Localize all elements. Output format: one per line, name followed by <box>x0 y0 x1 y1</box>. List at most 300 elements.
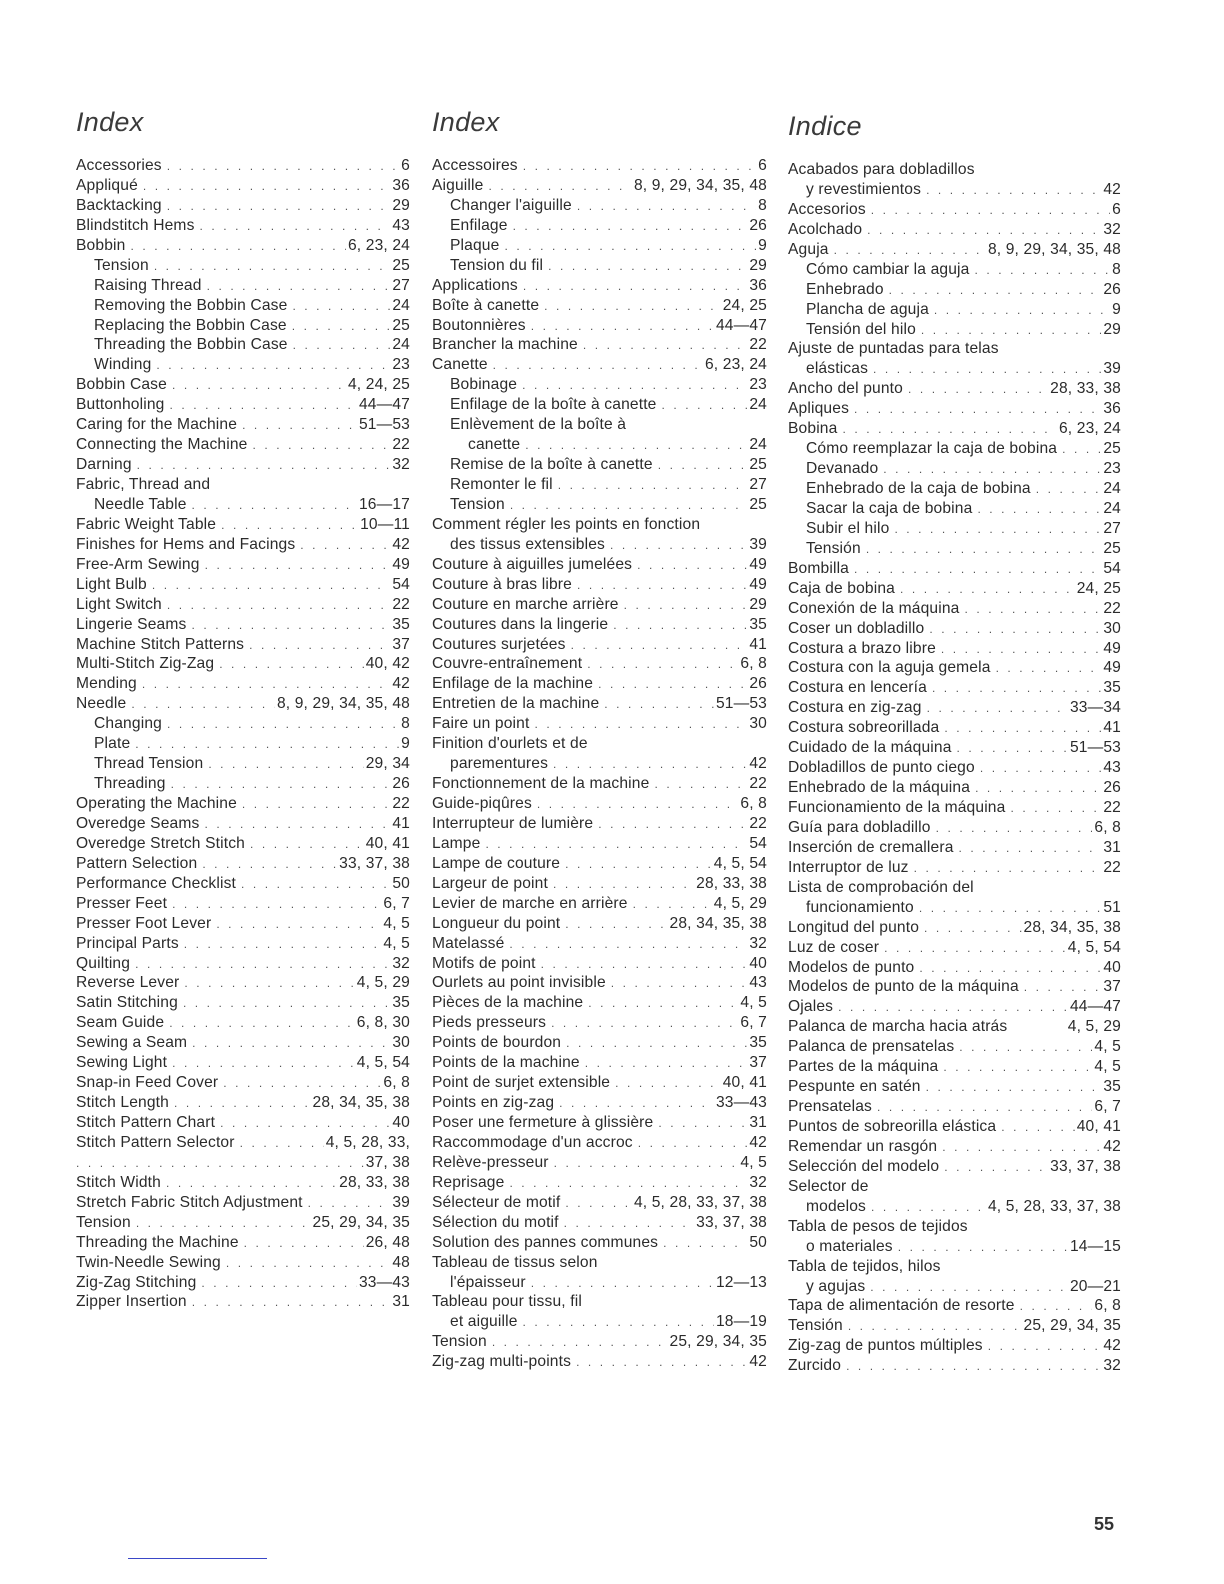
entry-pages: 44—47 <box>715 316 767 334</box>
entry-term: Matelassé <box>432 934 505 952</box>
dot-leader <box>166 1174 337 1194</box>
index-entry <box>432 595 767 615</box>
entry-pages: 10—11 <box>360 515 410 533</box>
entry-pages: 4, 5 <box>740 994 767 1012</box>
index-entry <box>432 973 767 993</box>
entry-term: Zig-Zag Stitching <box>76 1273 197 1291</box>
entry-pages: 6, 23, 24 <box>704 356 767 374</box>
entry-term: Fabric Weight Table <box>76 515 217 533</box>
dot-leader <box>541 955 748 975</box>
index-entry <box>432 1053 767 1073</box>
dot-leader <box>988 1337 1102 1357</box>
entry-pages: 8 <box>1112 260 1121 278</box>
index-subentry <box>788 359 1121 379</box>
dot-leader <box>658 456 748 476</box>
dot-leader <box>250 835 364 855</box>
entry-term: Mending <box>76 675 137 693</box>
entry-term: Costura en lencería <box>788 679 927 697</box>
dot-leader <box>143 177 390 197</box>
entry-pages: 35 <box>392 994 410 1012</box>
entry-term: Threading the Bobbin Case <box>94 336 288 354</box>
entry-term: Acabados para dobladillos <box>788 161 975 178</box>
index-entry <box>76 515 410 535</box>
dot-leader <box>136 1214 311 1234</box>
entry-pages: 24 <box>1103 499 1121 517</box>
dot-leader <box>130 237 345 257</box>
dot-leader <box>889 281 1102 301</box>
index-subentry <box>76 734 410 754</box>
entry-term: Tapa de alimentación de resorte <box>788 1297 1015 1315</box>
index-entry <box>76 1233 410 1253</box>
entry-term: modelos <box>806 1197 866 1215</box>
entry-pages: 35 <box>392 615 410 633</box>
entry-term: l'épaisseur <box>450 1273 526 1291</box>
index-entry <box>432 316 767 336</box>
dot-leader <box>142 675 390 695</box>
entry-term: Tensión <box>788 1317 843 1335</box>
dot-leader <box>204 815 390 835</box>
entry-term: Bobinage <box>450 376 518 394</box>
entry-term: Thread Tension <box>94 755 204 773</box>
index-entry <box>76 535 410 555</box>
dot-leader <box>249 636 390 656</box>
index-entry <box>76 1033 410 1053</box>
index-entry <box>788 1037 1121 1057</box>
entry-pages: 27 <box>749 476 767 493</box>
entry-pages: 32 <box>1103 220 1121 238</box>
index-entry <box>432 894 767 914</box>
index-entry <box>788 838 1121 858</box>
entry-term: Blindstitch Hems <box>76 216 195 234</box>
dot-leader <box>167 157 399 177</box>
index-entry <box>76 654 410 674</box>
entry-term: Enfilage de la machine <box>432 675 594 693</box>
index-column-spanish <box>788 104 1121 1376</box>
dot-leader <box>242 795 390 815</box>
index-entry <box>788 1077 1121 1097</box>
entry-term: Devanado <box>806 460 879 478</box>
entry-term: Quilting <box>76 954 131 972</box>
dot-leader <box>216 915 381 935</box>
index-entry <box>76 834 410 854</box>
index-entry <box>76 555 410 575</box>
dot-leader <box>201 1274 357 1294</box>
entry-term: Appliqué <box>76 176 138 194</box>
entry-term: Remonter le fil <box>450 476 553 493</box>
index-entry <box>432 296 767 316</box>
index-entry <box>788 1217 1121 1237</box>
entry-term: Needle Table <box>94 495 187 513</box>
index-entry <box>788 1137 1121 1157</box>
entry-pages: 28, 33, 38 <box>1050 380 1121 398</box>
entry-pages: 39 <box>392 1193 410 1211</box>
entry-term: Inserción de cremallera <box>788 838 954 856</box>
entry-term: Pattern Selection <box>76 854 198 872</box>
entry-term: Overedge Seams <box>76 814 200 832</box>
entry-term: Tension <box>94 256 149 274</box>
index-list <box>432 156 767 1372</box>
entry-pages: 25, 29, 34, 35 <box>312 1213 410 1231</box>
index-entry <box>76 635 410 655</box>
entry-pages: 22 <box>392 795 410 812</box>
entry-term: Relève-presseur <box>432 1153 549 1171</box>
index-entry <box>788 1177 1121 1197</box>
entry-pages: 35 <box>749 615 767 633</box>
entry-term: Subir el hilo <box>806 519 890 537</box>
index-entry <box>788 977 1121 997</box>
index-entry <box>76 1253 410 1273</box>
entry-term: Connecting the Machine <box>76 436 248 454</box>
index-entry <box>76 1013 410 1033</box>
dot-leader <box>192 496 357 516</box>
index-entry <box>788 1117 1121 1137</box>
index-entry <box>788 958 1121 978</box>
dot-leader <box>135 955 390 975</box>
entry-pages: 49 <box>1103 659 1121 677</box>
index-subentry <box>788 320 1121 340</box>
entry-term: Overedge Stretch Stitch <box>76 834 245 852</box>
entry-pages: 29 <box>749 256 767 274</box>
entry-term: Couvre-entraînement <box>432 655 583 673</box>
dot-leader <box>576 1353 747 1373</box>
entry-pages: 49 <box>1103 639 1121 657</box>
dot-leader <box>509 935 747 955</box>
entry-term: Enlèvement de la boîte à <box>450 416 627 434</box>
entry-term: Ajuste de puntadas para telas <box>788 340 999 358</box>
dot-leader <box>577 197 756 217</box>
dot-leader <box>485 835 747 855</box>
index-entry <box>76 993 410 1013</box>
entry-pages: 40, 42 <box>365 655 410 673</box>
entry-pages: 42 <box>749 755 767 773</box>
dot-leader <box>663 1234 747 1254</box>
index-subentry <box>76 774 410 794</box>
dot-leader <box>223 1074 381 1094</box>
index-entry <box>76 814 410 834</box>
index-subentry <box>76 276 410 296</box>
dot-leader <box>588 994 738 1014</box>
dot-leader <box>884 939 1066 959</box>
entry-term: Apliques <box>788 400 850 418</box>
entry-term: Ancho del punto <box>788 380 903 398</box>
dot-leader <box>846 1357 1101 1377</box>
index-entry <box>788 778 1121 798</box>
entry-pages: 40 <box>749 954 767 972</box>
dot-leader <box>943 1058 1092 1078</box>
entry-term: Motifs de point <box>432 954 536 972</box>
dot-leader <box>873 360 1101 380</box>
entry-term: Stitch Pattern Chart <box>76 1114 216 1131</box>
entry-pages: 24 <box>749 396 767 414</box>
index-entry <box>432 555 767 575</box>
entry-term: Costura con la aguja gemela <box>788 659 991 677</box>
entry-term: Zig-zag de puntos múltiples <box>788 1337 983 1355</box>
dot-leader <box>854 400 1101 420</box>
dot-leader <box>883 460 1101 480</box>
dot-leader <box>152 576 390 596</box>
index-entry <box>432 1133 767 1153</box>
index-entry <box>76 894 410 914</box>
entry-term: Winding <box>94 356 152 374</box>
entry-term: Cómo reemplazar la caja de bobina <box>806 440 1058 458</box>
entry-pages: 33—43 <box>715 1094 767 1112</box>
index-entry <box>76 794 410 814</box>
dot-leader <box>959 839 1102 859</box>
entry-term: Sewing a Seam <box>76 1034 188 1052</box>
dot-leader <box>154 257 391 277</box>
entry-term: Changing <box>94 715 162 733</box>
dot-leader <box>959 1038 1092 1058</box>
index-entry <box>432 1093 767 1113</box>
index-entry <box>76 973 410 993</box>
dot-leader <box>553 755 747 775</box>
entry-term: Coutures surjetées <box>432 635 566 653</box>
entry-term: Raising Thread <box>94 276 202 294</box>
entry-term: Backtacking <box>76 196 162 214</box>
entry-term: Enfilage <box>450 216 508 234</box>
entry-term: Twin-Needle Sewing <box>76 1253 221 1271</box>
dot-leader <box>975 261 1111 281</box>
entry-pages: 37 <box>392 635 410 653</box>
index-entry <box>788 639 1121 659</box>
dot-leader <box>898 1238 1068 1258</box>
index-entry <box>432 914 767 934</box>
entry-pages: 23 <box>392 356 410 374</box>
entry-pages: 54 <box>749 834 767 852</box>
index-subentry <box>76 256 410 276</box>
entry-term: Ourlets au point invisible <box>432 974 606 992</box>
dot-leader <box>587 655 738 675</box>
index-entry <box>788 1057 1121 1077</box>
index-entry <box>76 954 410 974</box>
index-entry <box>432 1033 767 1053</box>
entry-term: Longueur du point <box>432 914 561 932</box>
entry-pages: 23 <box>749 376 767 394</box>
entry-pages: 44—47 <box>358 396 410 414</box>
entry-pages: 9 <box>401 735 410 753</box>
entry-term: Darning <box>76 456 132 474</box>
column-title: Index <box>76 107 144 137</box>
entry-pages: 24 <box>392 296 410 314</box>
dot-leader <box>219 655 364 675</box>
dot-leader <box>559 1094 714 1114</box>
entry-pages: 6, 8 <box>740 655 767 673</box>
index-entry <box>76 1193 410 1213</box>
dot-leader <box>654 775 747 795</box>
entry-pages: 39 <box>1103 360 1121 378</box>
index-column-english <box>76 104 410 1312</box>
entry-pages: 39 <box>749 535 767 553</box>
index-entry <box>788 798 1121 818</box>
entry-term: Palanca de prensatelas <box>788 1038 955 1056</box>
index-subentry <box>76 335 410 355</box>
dot-leader <box>942 1138 1101 1158</box>
entry-term: Cuidado de la máquina <box>788 739 952 757</box>
index-entry <box>76 694 410 714</box>
index-subentry <box>788 1237 1121 1257</box>
index-column-french <box>432 104 767 1372</box>
entry-term: Points de la machine <box>432 1054 580 1072</box>
entry-term: Selección del modelo <box>788 1157 940 1175</box>
index-entry <box>76 1292 410 1312</box>
index-entry <box>76 1053 410 1073</box>
entry-term: Lingerie Seams <box>76 615 187 633</box>
index-subentry <box>432 754 767 774</box>
entry-pages: 24, 25 <box>1076 579 1121 597</box>
entry-term: Tension <box>450 495 505 513</box>
entry-term: Canette <box>432 356 488 374</box>
entry-pages: 6 <box>1112 200 1121 218</box>
entry-pages: 25, 29, 34, 35 <box>1023 1317 1121 1335</box>
entry-pages: 6 <box>401 157 410 174</box>
index-entry <box>76 595 410 615</box>
dot-leader <box>534 715 747 735</box>
index-entry <box>788 599 1121 619</box>
index-entry <box>432 575 767 595</box>
index-entry <box>788 658 1121 678</box>
index-entry <box>788 339 1121 359</box>
entry-term: Caring for the Machine <box>76 416 238 434</box>
index-entry <box>432 1352 767 1372</box>
entry-pages: 28, 34, 35, 38 <box>1023 918 1121 936</box>
entry-pages: 28, 33, 38 <box>696 874 767 892</box>
entry-term: Modelos de punto de la máquina <box>788 978 1019 996</box>
dot-leader <box>838 998 1068 1018</box>
entry-term: Entretien de la machine <box>432 695 600 713</box>
index-subentry <box>788 260 1121 280</box>
dot-leader <box>488 177 631 197</box>
index-entry <box>788 1296 1121 1316</box>
dot-leader <box>919 899 1101 919</box>
entry-term: Guía para dobladillo <box>788 818 931 836</box>
dot-leader <box>537 795 738 815</box>
entry-term: Aiguille <box>432 176 484 194</box>
dot-leader <box>172 1054 355 1074</box>
dot-leader <box>934 301 1110 321</box>
index-entry <box>76 874 410 894</box>
dot-leader <box>944 719 1101 739</box>
entry-term: elásticas <box>806 360 869 378</box>
entry-term: Tableau pour tissu, fil <box>432 1293 582 1311</box>
dot-leader <box>585 1054 748 1074</box>
dot-leader <box>927 699 1068 719</box>
dot-leader <box>522 376 747 396</box>
entry-pages: 44—47 <box>1069 998 1121 1016</box>
dot-leader <box>975 779 1101 799</box>
dot-leader <box>624 596 748 616</box>
index-subentry <box>788 280 1121 300</box>
index-entry <box>76 1113 410 1133</box>
index-entry <box>76 1273 410 1293</box>
entry-pages: 20—21 <box>1069 1277 1121 1295</box>
index-entry <box>432 694 767 714</box>
entry-pages: 30 <box>1103 619 1121 637</box>
entry-pages: 40, 41 <box>1076 1118 1121 1135</box>
index-entry <box>788 619 1121 639</box>
entry-pages: 51 <box>1103 898 1121 916</box>
entry-pages: 49 <box>392 555 410 573</box>
dot-leader <box>172 895 381 915</box>
entry-pages: 22 <box>392 595 410 613</box>
index-entry <box>432 1233 767 1253</box>
entry-term: Bobbin Case <box>76 376 167 394</box>
index-entry <box>788 1356 1121 1376</box>
index-entry <box>788 559 1121 579</box>
entry-pages: 6, 8 <box>383 1074 410 1092</box>
entry-pages: 22 <box>1103 799 1121 816</box>
dot-leader <box>944 1158 1048 1178</box>
dot-leader <box>936 819 1093 839</box>
entry-term: Finition d'ourlets et de <box>432 735 588 753</box>
dot-leader <box>531 1274 714 1294</box>
dot-leader <box>220 1114 390 1134</box>
entry-pages: 37 <box>749 1054 767 1072</box>
column-title: Index <box>432 107 500 137</box>
entry-term: Seam Guide <box>76 1014 165 1032</box>
index-entry <box>76 435 410 455</box>
entry-term: Boutonnières <box>432 316 526 334</box>
entry-pages: 9 <box>1112 300 1121 318</box>
index-entry <box>76 854 410 874</box>
index-subentry <box>788 1197 1121 1217</box>
entry-pages: 51—53 <box>1069 739 1121 757</box>
entry-term: Principal Parts <box>76 934 179 952</box>
entry-pages: 43 <box>1103 759 1121 777</box>
dot-leader <box>241 875 390 895</box>
entry-term: Presser Foot Lever <box>76 914 212 932</box>
index-subentry <box>432 435 767 455</box>
entry-term: Costura sobreorillada <box>788 719 940 737</box>
index-entry <box>788 160 1121 180</box>
entry-pages: 43 <box>749 974 767 992</box>
entry-term: Faire un point <box>432 715 530 733</box>
index-subentry <box>432 1273 767 1293</box>
dot-leader <box>293 336 391 356</box>
entry-pages: 24 <box>1103 480 1121 497</box>
dot-leader <box>548 257 747 277</box>
entry-term: Enfilage de la boîte à canette <box>450 396 657 414</box>
entry-term: Light Bulb <box>76 575 147 593</box>
entry-pages: 33—43 <box>358 1273 410 1291</box>
entry-term: Bombilla <box>788 559 850 577</box>
index-subentry <box>76 296 410 316</box>
dot-leader <box>192 1034 390 1054</box>
dot-leader <box>244 1234 364 1254</box>
entry-pages: 54 <box>1103 559 1121 577</box>
dot-leader <box>1062 440 1101 460</box>
dot-leader <box>171 775 391 795</box>
entry-pages: 42 <box>392 675 410 693</box>
dot-leader <box>598 675 747 695</box>
index-subentry <box>788 898 1121 918</box>
entry-pages: 42 <box>749 1133 767 1151</box>
entry-pages: 24 <box>392 336 410 354</box>
dot-leader <box>637 556 747 576</box>
entry-term: Coser un dobladillo <box>788 619 925 637</box>
entry-pages: 26 <box>392 775 410 793</box>
entry-pages: 4, 5, 28, 33, <box>325 1133 410 1151</box>
entry-pages: 25 <box>392 316 410 334</box>
page-number: 55 <box>1094 1514 1115 1534</box>
entry-term: Bobina <box>788 420 838 438</box>
entry-pages: 6, 7 <box>383 894 410 912</box>
entry-pages: 4, 5, 54 <box>356 1054 410 1072</box>
entry-pages: 29 <box>749 595 767 613</box>
entry-pages: 35 <box>1103 1078 1121 1096</box>
dot-leader <box>207 277 391 297</box>
entry-pages: 51—53 <box>358 416 410 434</box>
entry-pages: 4, 5 <box>740 1153 767 1171</box>
